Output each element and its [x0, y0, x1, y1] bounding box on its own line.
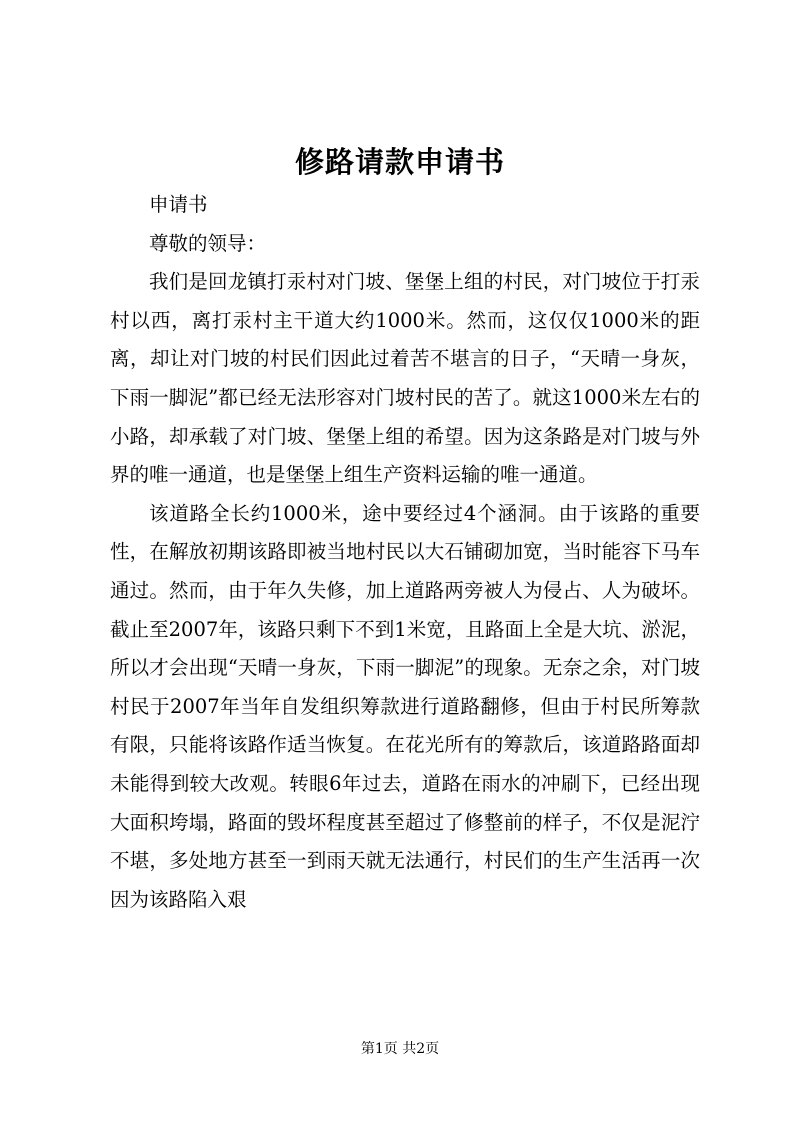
document-body	[110, 186, 700, 919]
paragraph-salutation: 尊敬的领导：	[149, 231, 267, 255]
paragraph-intro: 我们是回龙镇打汞村对门坡、堡堡上组的村民，对门坡位于打汞村以西，离打汞村主干道大约1000米。然而，这仅仅1000米的距离，却让对门坡的村民们因此过着苦不堪言的日子，“天晴一身灰，下雨一脚泥”都已经无法形容对门坡村民的苦了。就这1000米左右的小路，却承载了对门坡、堡堡上组的希望。因为这条路是对门坡与外界的唯一通道，也是堡堡上组生产资料运输的唯一通道。	[110, 270, 700, 487]
page-title: 修路请款申请书	[294, 145, 505, 179]
paragraph-heading: 申请书	[149, 193, 208, 216]
paragraph-road-history: 该道路全长约1000米，途中要经过4个涵洞。由于该路的重要性，在解放初期该路即被当地村民以大石铺砌加宽，当时能容下马车通过。然而，由于年久失修，加上道路两旁被人为侵占、人为破坏。截止至2007年，该路只剩下不到1米宽，且路面上全是大坑、淤泥，所以才会出现“天晴一身灰，下雨一脚泥”的现象。无奈之余，对门坡村民于2007年当年自发组织筹款进行道路翻修，但由于村民所筹款有限，只能将该路作适当恢复。在花光所有的筹款后，该道路路面却未能得到较大改观。转眼6年过去，道路在雨水的冲刷下，已经出现大面积垮塌，路面的毁坏程度甚至超过了修整前的样子，不仅是泥泞不堪，多处地方甚至一到雨天就无法通行，村民们的生产生活再一次因为该路陷入艰	[110, 501, 700, 911]
page-footer: 第1页 共2页	[360, 1041, 440, 1057]
